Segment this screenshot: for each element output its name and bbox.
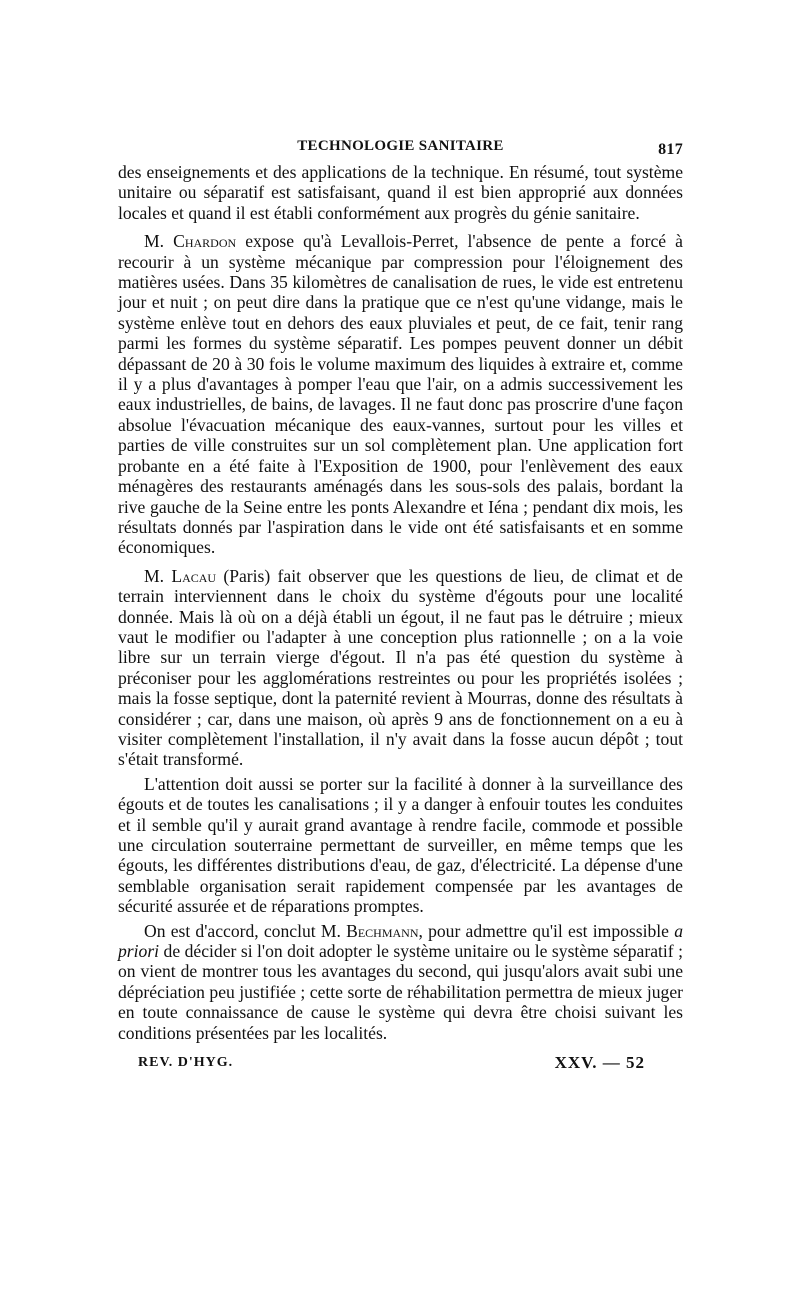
paragraph-attention-text: L'attention doit aussi se porter sur la facilité à donner à la surveillance des égouts et de toutes les canalisations ; il y a danger à enfouir toutes les conduites et il semble qu'il y aurait grand avantage à rendre facile, commode et possible une circulation souterraine permettant de surveiller, en même temps que les égouts, les différentes distributions d'eau, de gaz, d'électricité. La dépense d'une semblable organisation serait rapidement compensée par les avantages de sécurité assurée et de réparations promptes. [118, 773, 683, 917]
speaker-prefix: M. [144, 231, 174, 252]
paragraph-1 [118, 162, 683, 223]
speaker-name-lacau: Lacau [171, 565, 217, 586]
page-footer [118, 1053, 683, 1077]
document-page [118, 136, 683, 1077]
running-title: TECHNOLOGIE SANITAIRE [297, 138, 504, 154]
speaker-prefix: M. [144, 565, 172, 586]
paragraph-lacau [118, 566, 683, 770]
speaker-name-bechmann: Bechmann [346, 920, 419, 941]
paragraph-chardon [118, 231, 683, 558]
running-header [118, 136, 683, 160]
paragraph-1-text: des enseignements et des applications de la technique. En résumé, tout système unitaire ou séparatif est satisfaisant, quand il est bien approprié aux données locales et quand il est établi conformément aux progrès du génie sanitaire. [118, 162, 683, 223]
paragraph-chardon-text: expose qu'à Levallois-Perret, l'absence de pente a forcé à recourir à un système mécanique par compression pour l'éloignement des matières usées. Dans 35 kilomètres de canalisation de rues, le vide est entretenu jour et nuit ; on peut dire dans la pratique que ce n'est qu'une vidange, mais le système enlève tout en dehors des eaux pluviales et peut, de ce fait, tenir rang parmi les formes du système séparatif. Les pompes peuvent donner un débit dépassant de 20 à 30 fois le volume maximum des liquides à extraire et, comme il y a plus d'avantages à pomper l'eau que l'air, on a admis successivement les eaux industrielles, de bains, de lavages. Il ne faut donc pas proscrire d'une façon absolue l'évacuation mécanique des eaux-vannes, surtout pour les villes et parties de ville construites sur un sol complètement plan. Une application fort probante en a été faite à l'Exposition de 1900, pour l'enlèvement des eaux ménagères des restaurants aménagés dans les sous-sols des palais, bordant la rive gauche de la Seine entre les ponts Alexandre et Iéna ; pendant dix mois, les résultats donnés par l'aspiration dans le vide ont été satisfaisants et en somme économiques. [118, 231, 683, 558]
paragraph-bechmann-text: de décider si l'on doit adopter le système unitaire ou le système séparatif ; on vient de montrer tous les avantages du second, qui jusqu'alors avait subi une dépréciation peu justifiée ; cette sorte de réhabilitation permettra de mieux juger en toute connaissance de cause le système qui devra être choisi suivant les conditions présentées par les localités. [118, 941, 683, 1043]
paragraph-bechmann-pre: On est d'accord, conclut M. [144, 920, 347, 941]
speaker-name-chardon: Chardon [173, 231, 237, 252]
volume-signature: XXV. — 52 [554, 1053, 645, 1073]
paragraph-lacau-text: (Paris) fait observer que les questions de lieu, de climat et de terrain interviennent dans le choix du système d'égouts pour une localité donnée. Mais là où on a déjà établi un égout, il ne faut pas le détruire ; mieux vaut le modifier ou l'adapter à une conception plus rationnelle ; on a la voie libre sur un terrain vierge d'égout. Il n'a pas été question du système à préconiser pour les agglomérations restreintes ou pour les propriétés isolées ; mais la fosse septique, dont la paternité revient à Mourras, donne des résultats à considérer ; car, dans une maison, où après 9 ans de fonctionnement on a eu à visiter complètement l'installation, il n'y avait dans la fosse aucun dépôt ; tout s'était transformé. [118, 565, 683, 770]
page-number: 817 [658, 141, 683, 158]
journal-signature: REV. D'HYG. [138, 1055, 234, 1071]
paragraph-bechmann [118, 921, 683, 1043]
italic-a-priori: a priori [118, 920, 683, 962]
paragraph-attention [118, 774, 683, 917]
paragraph-bechmann-mid: , pour admettre qu'il est impossible [418, 920, 675, 941]
